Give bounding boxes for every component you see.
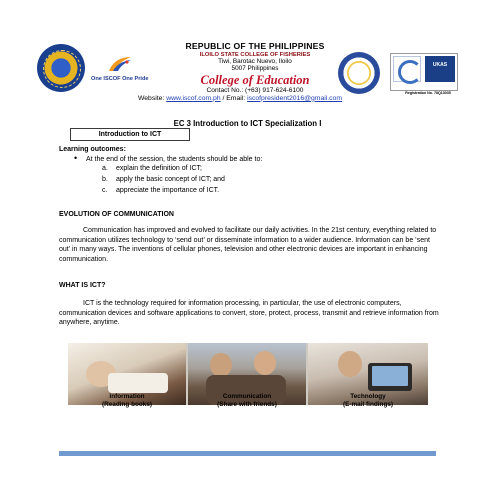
iscof-seal-logo bbox=[37, 44, 85, 92]
list-item: b. apply the basic concept of ICT; and bbox=[102, 176, 225, 183]
header-address-line1: Tiwi, Barotac Nuevo, Iloilo bbox=[218, 58, 292, 66]
what-is-ict-paragraph: ICT is the technology required for information processing, in particular, the use of electronic computers, communication devices and software applications to convert, store, protect, process, transmit and retrieve information from anywhere, anytime. bbox=[59, 300, 439, 327]
list-item: c. appreciate the importance of ICT. bbox=[102, 187, 220, 194]
email-label: / Email: bbox=[222, 94, 246, 102]
caption-communication: Communication (Share with friends) bbox=[217, 393, 277, 408]
learning-outcomes-lead bbox=[74, 155, 262, 163]
certification-badge bbox=[390, 53, 458, 91]
lead-text: At the end of the session, the students should be able to: bbox=[86, 156, 263, 163]
header-contact: Contact No.: (+63) 917-624-6100 bbox=[206, 87, 304, 95]
ukas-label: UKAS bbox=[432, 62, 448, 68]
list-item: a. explain the definition of ICT; bbox=[102, 165, 202, 172]
caption-information: Information (Reading books) bbox=[101, 393, 153, 408]
college-of-education-logo bbox=[338, 52, 380, 94]
bullet-icon: • bbox=[74, 153, 78, 163]
evolution-paragraph: Communication has improved and evolved to facilitate our daily activities. In the 21st century, everything related to communication utilizes technology to ‘send out’ or disseminate information to a wider audience. Information can be ‘sent out’ in many ways. The inventions of cellular phones, television and other electronic devices are important in enhancing communication. bbox=[59, 227, 437, 263]
topic-box: Introduction to ICT bbox=[70, 128, 190, 141]
header-republic: REPUBLIC OF THE PHILIPPINES bbox=[185, 41, 325, 51]
header-school-name: ILOILO STATE COLLEGE OF FISHERIES bbox=[199, 51, 311, 58]
registration-number: Registration No. 78Q13035 bbox=[405, 91, 451, 95]
evolution-heading: EVOLUTION OF COMMUNICATION bbox=[59, 211, 174, 218]
website-link[interactable]: www.iscof.com.ph bbox=[166, 94, 221, 102]
what-is-ict-heading: WHAT IS ICT? bbox=[59, 282, 106, 289]
ukas-mark bbox=[425, 56, 455, 82]
email-link[interactable]: iscofpresident2016@gmail.com bbox=[247, 94, 342, 102]
website-label: Website: bbox=[137, 94, 165, 102]
footer-divider bbox=[59, 451, 436, 456]
learning-outcomes-list bbox=[102, 163, 225, 196]
caption-technology: Technology (E-mail findings) bbox=[342, 393, 394, 408]
pride-tagline: One ISCOF One Pride bbox=[91, 76, 149, 82]
pride-swoosh-icon bbox=[107, 55, 133, 73]
course-title: EC 3 Introduction to ICT Specialization I bbox=[173, 119, 322, 128]
header-address-line2: 5007 Philippines bbox=[231, 65, 279, 73]
header-college-name: College of Education bbox=[200, 73, 310, 88]
learning-outcomes-heading: Learning outcomes: bbox=[59, 146, 126, 153]
header-web-line bbox=[80, 95, 400, 103]
certification-mark-icon bbox=[393, 56, 421, 82]
one-iscof-pride-logo bbox=[91, 55, 149, 85]
